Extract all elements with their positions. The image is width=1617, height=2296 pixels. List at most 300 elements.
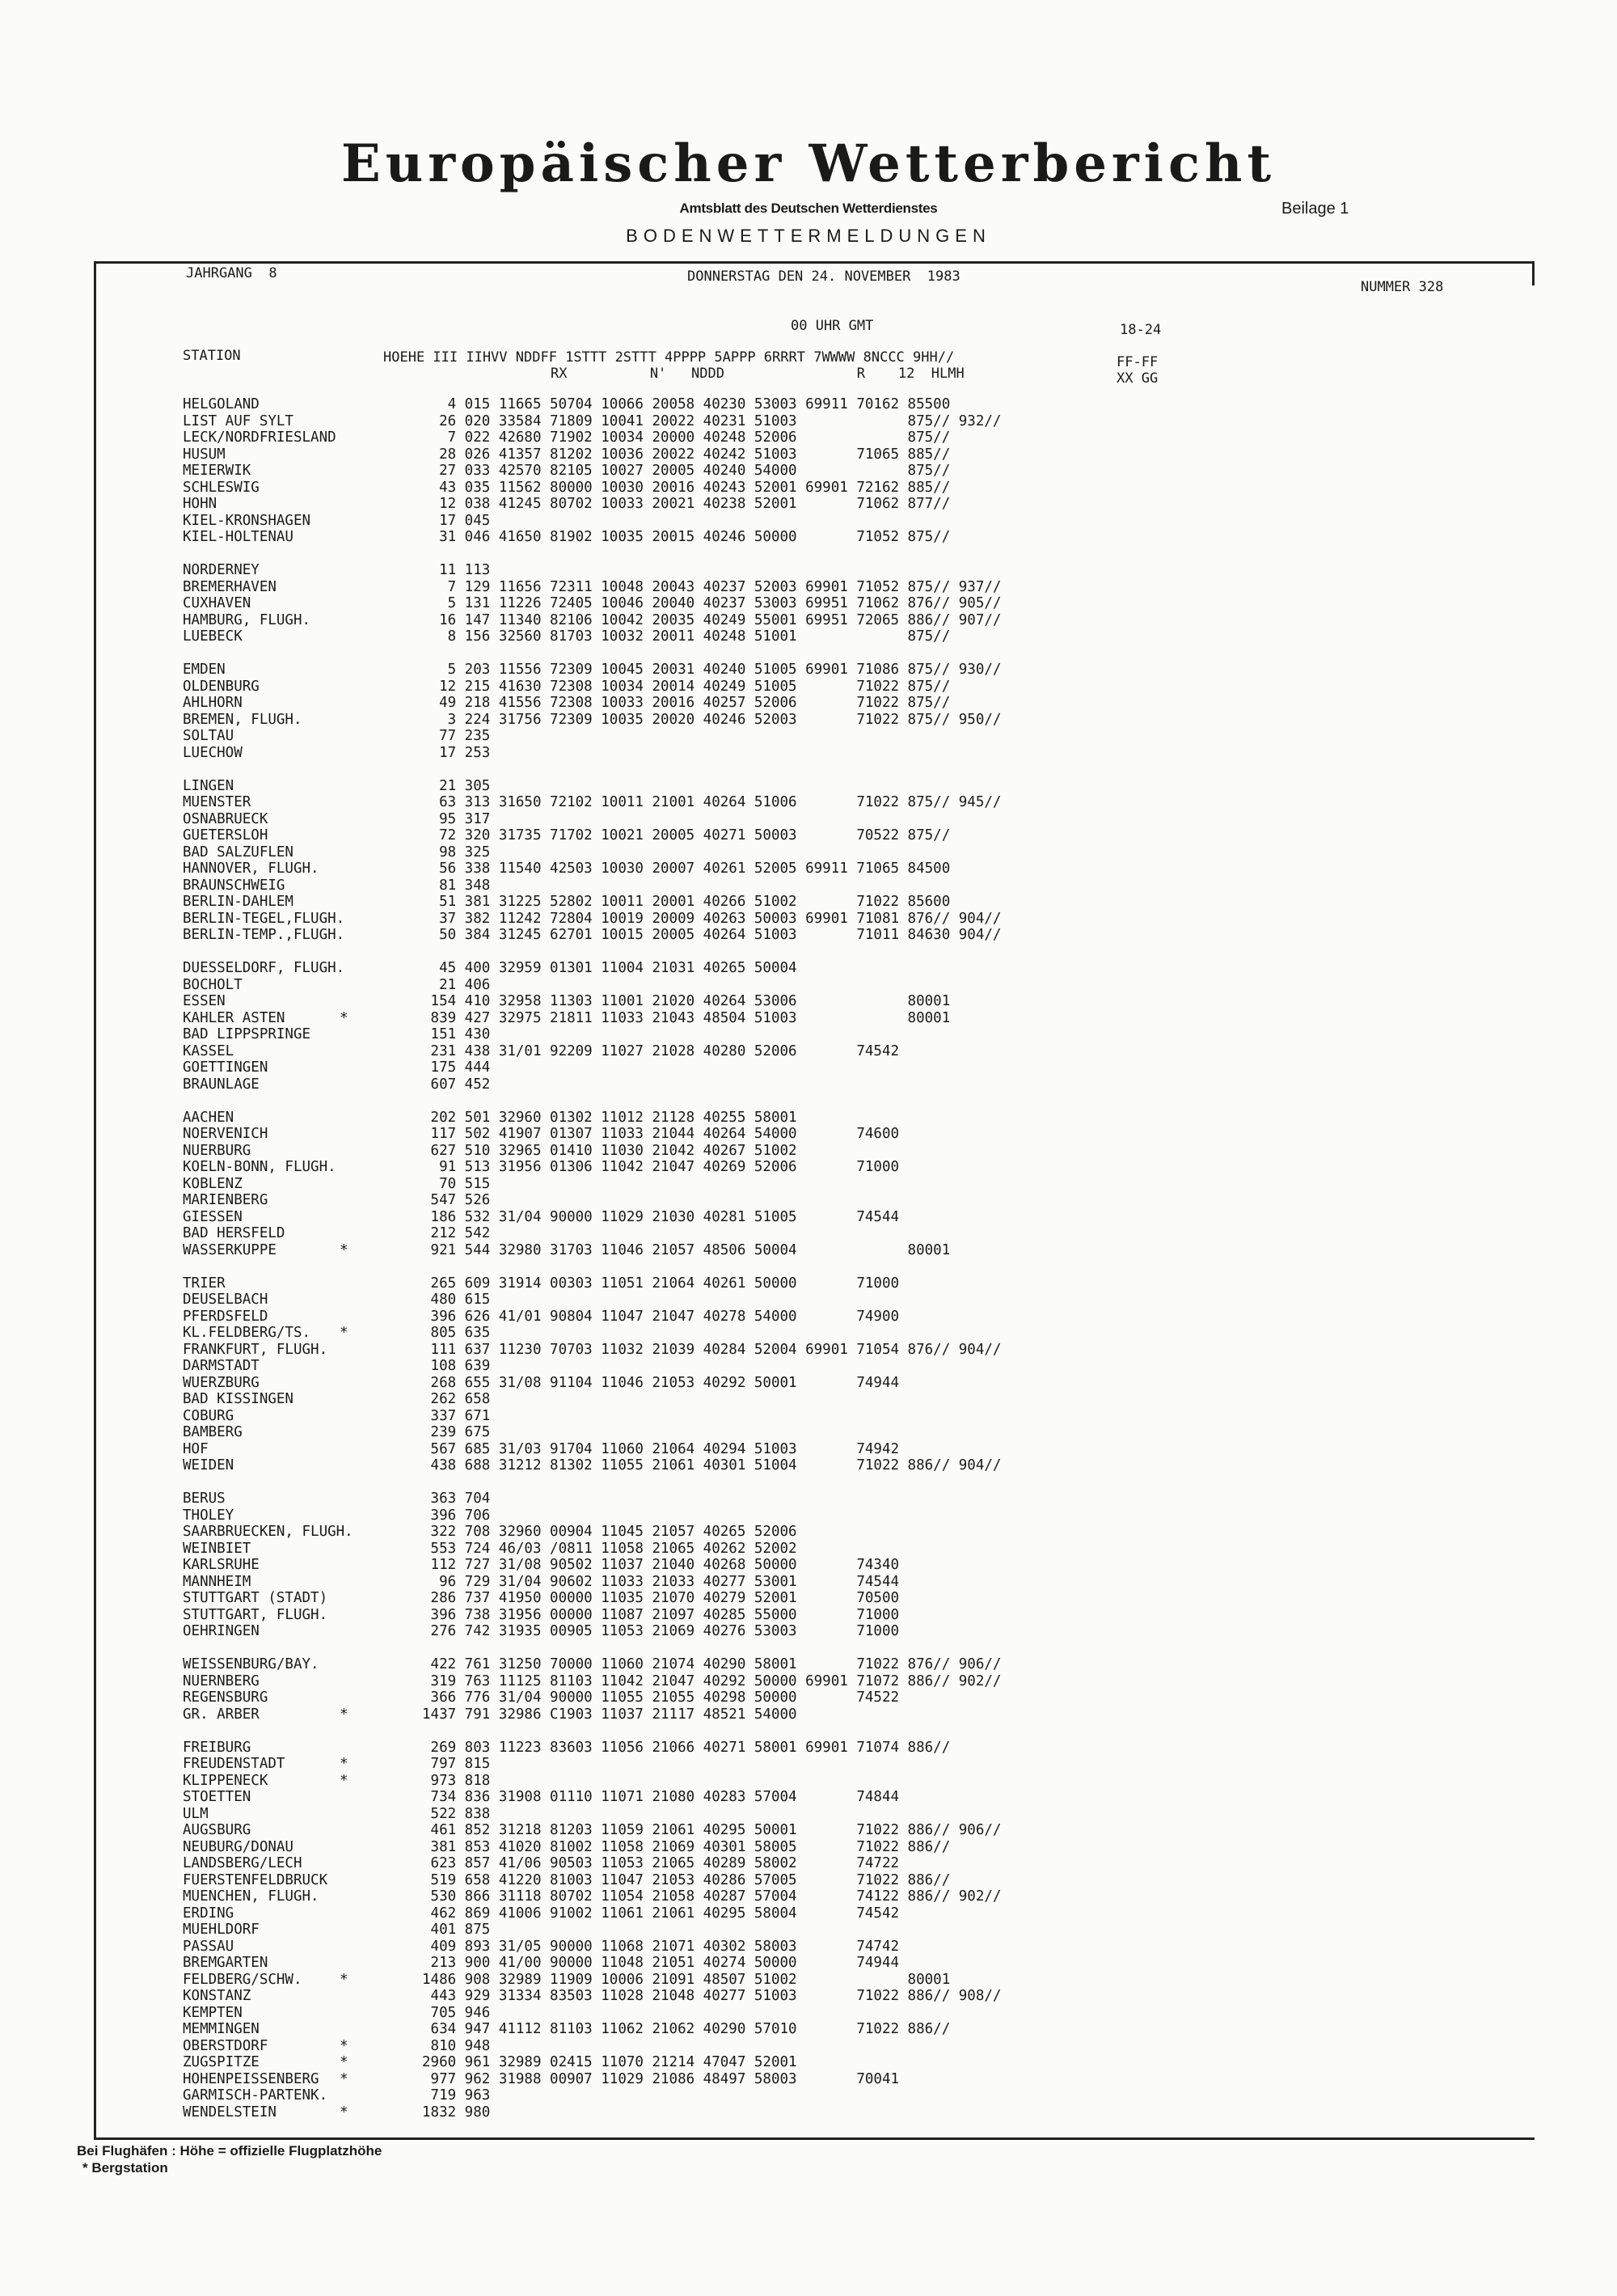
station-name: NUERBURG bbox=[183, 1142, 251, 1159]
station-name: WEISSENBURG/BAY. bbox=[183, 1656, 319, 1672]
mountain-station-marker: * bbox=[340, 1772, 348, 1789]
station-name: OSNABRUECK bbox=[183, 810, 268, 827]
table-row bbox=[0, 1872, 1455, 1888]
table-row bbox=[0, 977, 1455, 993]
table-row bbox=[0, 413, 1455, 429]
station-data: 50 384 31245 62701 10015 20005 40264 51003 71011 84630 904// bbox=[422, 927, 1002, 943]
station-name: LANDSBERG/LECH bbox=[183, 1855, 302, 1871]
station-data: 462 869 41006 91002 11061 21061 40295 58004 74542 bbox=[422, 1905, 900, 1922]
table-row bbox=[0, 2005, 1455, 2021]
table-row bbox=[0, 1607, 1455, 1623]
table-row bbox=[0, 562, 1455, 578]
table-row bbox=[0, 1939, 1455, 1955]
station-data: 366 776 31/04 90000 11055 21055 40298 50000 74522 bbox=[422, 1689, 900, 1706]
station-name: BERUS bbox=[183, 1490, 226, 1507]
station-name: GARMISCH-PARTENK. bbox=[183, 2087, 328, 2104]
station-name: AACHEN bbox=[183, 1109, 234, 1126]
table-row bbox=[0, 1225, 1455, 1241]
station-data: 839 427 32975 21811 11033 21043 48504 51003 80001 bbox=[422, 1009, 951, 1026]
station-name: KONSTANZ bbox=[183, 1988, 251, 2004]
table-row bbox=[0, 1773, 1455, 1789]
station-name: ZUGSPITZE bbox=[183, 2054, 260, 2070]
station-name: BRAUNLAGE bbox=[183, 1076, 260, 1093]
station-data: 461 852 31218 81203 11059 21061 40295 50001 71022 886// 906// bbox=[422, 1822, 1002, 1838]
side-header-1: FF-FF bbox=[1117, 354, 1159, 370]
station-name: NUERNBERG bbox=[183, 1672, 260, 1689]
station-data: 28 026 41357 81202 10036 20022 40242 51003 71065 885// bbox=[422, 446, 951, 463]
table-row bbox=[0, 1656, 1455, 1672]
station-name: FELDBERG/SCHW. bbox=[183, 1971, 302, 1988]
station-data: 112 727 31/08 90502 11037 21040 40268 50000 74340 bbox=[422, 1557, 900, 1573]
station-data: 3 224 31756 72309 10035 20020 40246 52003 71022 875// 950// bbox=[422, 711, 1002, 728]
station-name: MEIERWIK bbox=[183, 463, 251, 479]
station-data: 269 803 11223 83603 11056 21066 40271 58001 69901 71074 886// bbox=[422, 1739, 951, 1756]
table-row bbox=[0, 927, 1455, 943]
table-row bbox=[0, 1706, 1455, 1723]
table-row bbox=[0, 1740, 1455, 1756]
station-data: 5 203 11556 72309 10045 20031 40240 51005 69901 71086 875// 930// bbox=[422, 662, 1002, 678]
station-name: MANNHEIM bbox=[183, 1573, 251, 1590]
station-name: AHLHORN bbox=[183, 695, 243, 711]
station-data: 438 688 31212 81302 11055 21061 40301 51004 71022 886// 904// bbox=[422, 1457, 1002, 1474]
station-name: GR. ARBER bbox=[183, 1706, 260, 1723]
table-row bbox=[0, 1524, 1455, 1540]
table-row bbox=[0, 1358, 1455, 1374]
station-data: 286 737 41950 00000 11035 21070 40279 52001 70500 bbox=[422, 1590, 900, 1606]
station-name: DEUSELBACH bbox=[183, 1292, 268, 1308]
station-name: BERLIN-DAHLEM bbox=[183, 894, 293, 910]
issue-number: NUMMER 328 bbox=[1361, 279, 1444, 295]
station-data: 108 639 bbox=[422, 1358, 491, 1374]
table-row bbox=[0, 794, 1455, 810]
table-row bbox=[0, 1590, 1455, 1606]
station-name: HAMBURG, FLUGH. bbox=[183, 611, 311, 628]
table-row bbox=[0, 429, 1455, 446]
station-name: STUTTGART, FLUGH. bbox=[183, 1606, 328, 1623]
station-name: SOLTAU bbox=[183, 728, 234, 744]
station-name: REGENSBURG bbox=[183, 1689, 268, 1706]
table-row bbox=[0, 1905, 1455, 1922]
table-row bbox=[0, 1623, 1455, 1639]
station-name: FREUDENSTADT bbox=[183, 1756, 285, 1772]
station-name: MARIENBERG bbox=[183, 1192, 268, 1208]
station-data: 797 815 bbox=[422, 1756, 491, 1772]
table-row bbox=[0, 1507, 1455, 1524]
station-name: FUERSTENFELDBRUCK bbox=[183, 1871, 328, 1888]
table-row bbox=[0, 1640, 1455, 1656]
section-title: BODENWETTERMELDUNGEN bbox=[626, 226, 991, 246]
mountain-station-marker: * bbox=[340, 2104, 348, 2121]
station-data: 921 544 32980 31703 11046 21057 48506 50004 80001 bbox=[422, 1241, 951, 1258]
table-row bbox=[0, 446, 1455, 463]
station-name: BREMGARTEN bbox=[183, 1955, 268, 1971]
station-data: 337 671 bbox=[422, 1407, 491, 1424]
station-data: 175 444 bbox=[422, 1059, 491, 1076]
station-name: TRIER bbox=[183, 1275, 226, 1292]
table-row bbox=[0, 496, 1455, 512]
table-row bbox=[0, 944, 1455, 960]
station-name: MEMMINGEN bbox=[183, 2021, 260, 2037]
station-data: 17 045 bbox=[422, 512, 491, 529]
mountain-station-marker: * bbox=[340, 1325, 348, 1341]
station-data: 519 658 41220 81003 11047 21053 40286 57005 71022 886// bbox=[422, 1871, 951, 1888]
table-row bbox=[0, 1988, 1455, 2004]
table-row bbox=[0, 1789, 1455, 1805]
station-data: 322 708 32960 00904 11045 21057 40265 52006 bbox=[422, 1524, 797, 1540]
station-data: 213 900 41/00 90000 11048 21051 40274 50000 74944 bbox=[422, 1955, 900, 1971]
table-row bbox=[0, 1723, 1455, 1739]
table-row bbox=[0, 911, 1455, 927]
table-row bbox=[0, 463, 1455, 479]
observation-time: 00 UHR GMT bbox=[791, 318, 874, 334]
table-row bbox=[0, 662, 1455, 678]
station-data: 2960 961 32989 02415 11070 21214 47047 52001 bbox=[422, 2054, 797, 2070]
table-row bbox=[0, 529, 1455, 545]
table-row bbox=[0, 960, 1455, 976]
frame-right-rule bbox=[1532, 261, 1535, 285]
table-row bbox=[0, 1441, 1455, 1457]
station-name: KEMPTEN bbox=[183, 2004, 243, 2021]
station-name: BRAUNSCHWEIG bbox=[183, 877, 285, 894]
station-name: NOERVENICH bbox=[183, 1126, 268, 1142]
station-data: 231 438 31/01 92209 11027 21028 40280 52006 74542 bbox=[422, 1042, 900, 1059]
mountain-station-marker: * bbox=[340, 2070, 348, 2087]
table-row bbox=[0, 1143, 1455, 1159]
station-data: 977 962 31988 00907 11029 21086 48497 58003 70041 bbox=[422, 2070, 900, 2087]
station-data: 262 658 bbox=[422, 1391, 491, 1407]
station-data: 1832 980 bbox=[422, 2104, 491, 2121]
table-row bbox=[0, 546, 1455, 562]
table-row bbox=[0, 811, 1455, 827]
station-name: HANNOVER, FLUGH. bbox=[183, 860, 319, 877]
station-name: BREMERHAVEN bbox=[183, 578, 277, 595]
station-data: 8 156 32560 81703 10032 20011 40248 51001 875// bbox=[422, 628, 951, 645]
mountain-station-marker: * bbox=[340, 1971, 348, 1988]
table-row bbox=[0, 1059, 1455, 1076]
station-data: 276 742 31935 00905 11053 21069 40276 53003 71000 bbox=[422, 1623, 900, 1639]
station-name: KIEL-HOLTENAU bbox=[183, 529, 293, 545]
table-row bbox=[0, 1375, 1455, 1391]
mountain-station-marker: * bbox=[340, 1241, 348, 1258]
station-name: LECK/NORDFRIESLAND bbox=[183, 429, 336, 446]
side-range: 18-24 bbox=[1120, 322, 1162, 338]
table-row bbox=[0, 1026, 1455, 1042]
station-data: 51 381 31225 52802 10011 20001 40266 51002 71022 85600 bbox=[422, 894, 951, 910]
station-data: 37 382 11242 72804 10019 20009 40263 50003 69901 71081 876// 904// bbox=[422, 910, 1002, 927]
station-name: OEHRINGEN bbox=[183, 1623, 260, 1639]
table-row bbox=[0, 1955, 1455, 1971]
station-data: 212 542 bbox=[422, 1225, 491, 1241]
station-data: 98 325 bbox=[422, 844, 491, 860]
station-data: 810 948 bbox=[422, 2037, 491, 2054]
station-name: BOCHOLT bbox=[183, 976, 243, 993]
table-row bbox=[0, 1209, 1455, 1225]
station-name: FRANKFURT, FLUGH. bbox=[183, 1341, 328, 1358]
station-data: 547 526 bbox=[422, 1192, 491, 1208]
station-name: COBURG bbox=[183, 1407, 234, 1424]
table-row bbox=[0, 1541, 1455, 1557]
station-data: 553 724 46/03 /0811 11058 21065 40262 52002 bbox=[422, 1540, 797, 1557]
station-data: 396 738 31956 00000 11087 21097 40285 55000 71000 bbox=[422, 1606, 900, 1623]
station-data: 63 313 31650 72102 10011 21001 40264 51006 71022 875// 945// bbox=[422, 794, 1002, 810]
table-row bbox=[0, 612, 1455, 628]
station-name: LIST AUF SYLT bbox=[183, 412, 293, 429]
station-data: 973 818 bbox=[422, 1772, 491, 1789]
table-row bbox=[0, 778, 1455, 794]
station-name: GUETERSLOH bbox=[183, 827, 268, 844]
station-data: 1437 791 32986 C1903 11037 21117 48521 54000 bbox=[422, 1706, 797, 1723]
station-name: DARMSTADT bbox=[183, 1358, 260, 1374]
station-data: 117 502 41907 01307 11033 21044 40264 54000 74600 bbox=[422, 1126, 900, 1142]
station-name: WASSERKUPPE bbox=[183, 1241, 277, 1258]
station-name: WEINBIET bbox=[183, 1540, 251, 1557]
table-row bbox=[0, 1424, 1455, 1440]
table-row bbox=[0, 2054, 1455, 2070]
station-data: 719 963 bbox=[422, 2087, 491, 2104]
station-data: 1486 908 32989 11909 10006 21091 48507 51002 80001 bbox=[422, 1971, 951, 1988]
station-name: DUESSELDORF, FLUGH. bbox=[183, 960, 345, 976]
frame-top-rule bbox=[94, 261, 1535, 264]
side-header-2: XX GG bbox=[1117, 370, 1159, 387]
table-row bbox=[0, 1922, 1455, 1938]
station-name: THOLEY bbox=[183, 1507, 234, 1524]
station-data: 11 113 bbox=[422, 562, 491, 578]
table-row bbox=[0, 1391, 1455, 1407]
table-row bbox=[0, 480, 1455, 496]
station-name: PFERDSFELD bbox=[183, 1308, 268, 1325]
station-name: WUERZBURG bbox=[183, 1374, 260, 1391]
station-data: 319 763 11125 81103 11042 21047 40292 50000 69901 71072 886// 902// bbox=[422, 1672, 1002, 1689]
table-row bbox=[0, 513, 1455, 529]
frame-bottom-rule bbox=[94, 2137, 1535, 2140]
column-header-line1: HOEHE III IIHVV NDDFF 1STTT 2STTT 4PPPP 5APPP 6RRRT 7WWWW 8NCCC 9HH// bbox=[383, 349, 955, 366]
station-name: BAD HERSFELD bbox=[183, 1225, 285, 1241]
table-row bbox=[0, 1474, 1455, 1490]
table-row bbox=[0, 827, 1455, 844]
mountain-station-marker: * bbox=[340, 2037, 348, 2054]
station-name: SAARBRUECKEN, FLUGH. bbox=[183, 1524, 353, 1540]
station-data: 49 218 41556 72308 10033 20016 40257 52006 71022 875// bbox=[422, 695, 951, 711]
table-row bbox=[0, 1557, 1455, 1573]
table-row bbox=[0, 1076, 1455, 1093]
station-data: 530 866 31118 80702 11054 21058 40287 57004 74122 886// 902// bbox=[422, 1888, 1002, 1905]
station-data: 111 637 11230 70703 11032 21039 40284 52004 69901 71054 876// 904// bbox=[422, 1341, 1002, 1358]
station-name: MUENCHEN, FLUGH. bbox=[183, 1888, 319, 1905]
station-data: 265 609 31914 00303 11051 21064 40261 50000 71000 bbox=[422, 1275, 900, 1292]
station-name: STOETTEN bbox=[183, 1789, 251, 1805]
station-data: 12 215 41630 72308 10034 20014 40249 51005 71022 875// bbox=[422, 678, 951, 695]
station-name: FREIBURG bbox=[183, 1739, 251, 1756]
mountain-station-marker: * bbox=[340, 1706, 348, 1723]
supplement-label: Beilage 1 bbox=[1281, 200, 1349, 218]
table-row bbox=[0, 877, 1455, 894]
station-name: HOHENPEISSENBERG bbox=[183, 2070, 319, 2087]
footnote-mountain: * Bergstation bbox=[82, 2160, 168, 2175]
station-name: STUTTGART (STADT) bbox=[183, 1590, 328, 1606]
table-row bbox=[0, 1574, 1455, 1590]
station-data: 16 147 11340 82106 10042 20035 40249 55001 69951 72065 886// 907// bbox=[422, 611, 1002, 628]
station-name: ULM bbox=[183, 1805, 209, 1822]
table-row bbox=[0, 1126, 1455, 1142]
table-row bbox=[0, 1839, 1455, 1855]
table-row bbox=[0, 761, 1455, 777]
station-data: 4 015 11665 50704 10066 20058 40230 53003 69911 70162 85500 bbox=[422, 396, 951, 412]
station-data: 5 131 11226 72405 10046 20040 40237 53003 69951 71062 876// 905// bbox=[422, 595, 1002, 611]
table-row bbox=[0, 1855, 1455, 1871]
station-name: SCHLESWIG bbox=[183, 479, 260, 496]
table-row bbox=[0, 1176, 1455, 1192]
table-row bbox=[0, 1325, 1455, 1341]
station-data: 95 317 bbox=[422, 810, 491, 827]
page-title: Europäischer Wetterbericht bbox=[341, 133, 1276, 194]
station-data: 381 853 41020 81002 11058 21069 40301 58005 71022 886// bbox=[422, 1838, 951, 1855]
station-data: 21 406 bbox=[422, 976, 491, 993]
station-name: CUXHAVEN bbox=[183, 595, 251, 611]
station-data: 91 513 31956 01306 11042 21047 40269 52006 71000 bbox=[422, 1159, 900, 1175]
station-name: KARLSRUHE bbox=[183, 1557, 260, 1573]
table-row bbox=[0, 1192, 1455, 1208]
table-row bbox=[0, 628, 1455, 645]
issue-date: DONNERSTAG DEN 24. NOVEMBER 1983 bbox=[687, 269, 960, 285]
station-data: 734 836 31908 01110 11071 21080 40283 57004 74844 bbox=[422, 1789, 900, 1805]
station-data: 56 338 11540 42503 10030 20007 40261 52005 69911 71065 84500 bbox=[422, 860, 951, 877]
station-name: LUECHOW bbox=[183, 744, 243, 761]
table-row bbox=[0, 1110, 1455, 1126]
table-row bbox=[0, 2071, 1455, 2087]
table-row bbox=[0, 1258, 1455, 1275]
station-data: 77 235 bbox=[422, 728, 491, 744]
station-data: 396 626 41/01 90804 11047 21047 40278 54000 74900 bbox=[422, 1308, 900, 1325]
station-data: 363 704 bbox=[422, 1490, 491, 1507]
table-row bbox=[0, 1159, 1455, 1175]
station-name: GOETTINGEN bbox=[183, 1059, 268, 1076]
mountain-station-marker: * bbox=[340, 1009, 348, 1026]
station-name: NEUBURG/DONAU bbox=[183, 1838, 293, 1855]
station-name: BAD SALZUFLEN bbox=[183, 844, 293, 860]
table-row bbox=[0, 844, 1455, 860]
table-row bbox=[0, 1822, 1455, 1838]
station-data: 567 685 31/03 91704 11060 21064 40294 51003 74942 bbox=[422, 1440, 900, 1457]
column-header-line2: RX N' NDDD R 12 HLMH bbox=[551, 366, 965, 382]
table-row bbox=[0, 695, 1455, 711]
table-row bbox=[0, 2021, 1455, 2037]
table-row bbox=[0, 1972, 1455, 1988]
station-name: LINGEN bbox=[183, 777, 234, 794]
station-data: 17 253 bbox=[422, 744, 491, 761]
table-row bbox=[0, 2087, 1455, 2104]
table-row bbox=[0, 1457, 1455, 1474]
table-row bbox=[0, 1673, 1455, 1689]
station-name: KOBLENZ bbox=[183, 1175, 243, 1192]
station-name: ERDING bbox=[183, 1905, 234, 1922]
table-row bbox=[0, 1490, 1455, 1507]
station-data: 623 857 41/06 90503 11053 21065 40289 58002 74722 bbox=[422, 1855, 900, 1871]
table-row bbox=[0, 1888, 1455, 1905]
station-name: KLIPPENECK bbox=[183, 1772, 268, 1789]
table-row bbox=[0, 579, 1455, 595]
table-row bbox=[0, 712, 1455, 728]
station-name: BAD LIPPSPRINGE bbox=[183, 1026, 311, 1042]
station-name: HOF bbox=[183, 1440, 209, 1457]
station-data: 96 729 31/04 90602 11033 21033 40277 53001 74544 bbox=[422, 1573, 900, 1590]
station-name: EMDEN bbox=[183, 662, 226, 678]
table-row bbox=[0, 1292, 1455, 1308]
table-row bbox=[0, 1043, 1455, 1059]
station-name: AUGSBURG bbox=[183, 1822, 251, 1838]
station-name: BAD KISSINGEN bbox=[183, 1391, 293, 1407]
table-row bbox=[0, 595, 1455, 611]
table-row bbox=[0, 1010, 1455, 1026]
table-row bbox=[0, 1242, 1455, 1258]
station-data: 70 515 bbox=[422, 1175, 491, 1192]
station-data: 21 305 bbox=[422, 777, 491, 794]
station-data: 396 706 bbox=[422, 1507, 491, 1524]
station-data: 409 893 31/05 90000 11068 21071 40302 58003 74742 bbox=[422, 1938, 900, 1955]
station-name: HOHN bbox=[183, 496, 217, 512]
station-data: 7 129 11656 72311 10048 20043 40237 52003 69901 71052 875// 937// bbox=[422, 578, 1002, 595]
station-data: 31 046 41650 81902 10035 20015 40246 50000 71052 875// bbox=[422, 529, 951, 545]
station-name: WENDELSTEIN bbox=[183, 2104, 277, 2121]
table-row bbox=[0, 1093, 1455, 1109]
table-row bbox=[0, 396, 1455, 412]
station-data: 805 635 bbox=[422, 1325, 491, 1341]
table-row bbox=[0, 1756, 1455, 1772]
station-name: MUENSTER bbox=[183, 794, 251, 810]
station-data: 239 675 bbox=[422, 1424, 491, 1440]
station-name: BREMEN, FLUGH. bbox=[183, 711, 302, 728]
table-row bbox=[0, 860, 1455, 877]
station-name: LUEBECK bbox=[183, 628, 243, 645]
station-data: 634 947 41112 81103 11062 21062 40290 57010 71022 886// bbox=[422, 2021, 951, 2037]
station-name: MUEHLDORF bbox=[183, 1922, 260, 1938]
table-row bbox=[0, 1689, 1455, 1706]
station-data: 705 946 bbox=[422, 2004, 491, 2021]
station-name: KOELN-BONN, FLUGH. bbox=[183, 1159, 336, 1175]
station-data: 151 430 bbox=[422, 1026, 491, 1042]
station-data: 443 929 31334 83503 11028 21048 40277 51003 71022 886// 908// bbox=[422, 1988, 1002, 2004]
mountain-station-marker: * bbox=[340, 2054, 348, 2070]
station-name: PASSAU bbox=[183, 1938, 234, 1955]
station-data: 627 510 32965 01410 11030 21042 40267 51002 bbox=[422, 1142, 797, 1159]
footnote-airports: Bei Flughäfen : Höhe = offizielle Flugplatzhöhe bbox=[77, 2143, 382, 2159]
station-data: 202 501 32960 01302 11012 21128 40255 58001 bbox=[422, 1109, 797, 1126]
table-row bbox=[0, 2104, 1455, 2121]
station-name: KASSEL bbox=[183, 1042, 234, 1059]
station-name: ESSEN bbox=[183, 993, 226, 1009]
station-name: BAMBERG bbox=[183, 1424, 243, 1440]
station-data: 154 410 32958 11303 11001 21020 40264 53006 80001 bbox=[422, 993, 951, 1009]
station-name: KAHLER ASTEN bbox=[183, 1009, 285, 1026]
table-row bbox=[0, 2038, 1455, 2054]
station-data: 26 020 33584 71809 10041 20022 40231 51003 875// 932// bbox=[422, 412, 1002, 429]
station-data: 12 038 41245 80702 10033 20021 40238 52001 71062 877// bbox=[422, 496, 951, 512]
station-data: 480 615 bbox=[422, 1292, 491, 1308]
station-data: 522 838 bbox=[422, 1805, 491, 1822]
table-row bbox=[0, 1309, 1455, 1325]
station-data: 43 035 11562 80000 10030 20016 40243 52001 69901 72162 885// bbox=[422, 479, 951, 496]
station-name: KL.FELDBERG/TS. bbox=[183, 1325, 311, 1341]
table-row bbox=[0, 1806, 1455, 1822]
table-row bbox=[0, 679, 1455, 695]
station-name: GIESSEN bbox=[183, 1208, 243, 1225]
table-row bbox=[0, 894, 1455, 910]
station-name: WEIDEN bbox=[183, 1457, 234, 1474]
column-header-station: STATION bbox=[183, 348, 241, 364]
station-name: BERLIN-TEGEL,FLUGH. bbox=[183, 910, 345, 927]
station-data: 7 022 42680 71902 10034 20000 40248 52006 875// bbox=[422, 429, 951, 446]
station-name: HELGOLAND bbox=[183, 396, 260, 412]
table-row bbox=[0, 993, 1455, 1009]
